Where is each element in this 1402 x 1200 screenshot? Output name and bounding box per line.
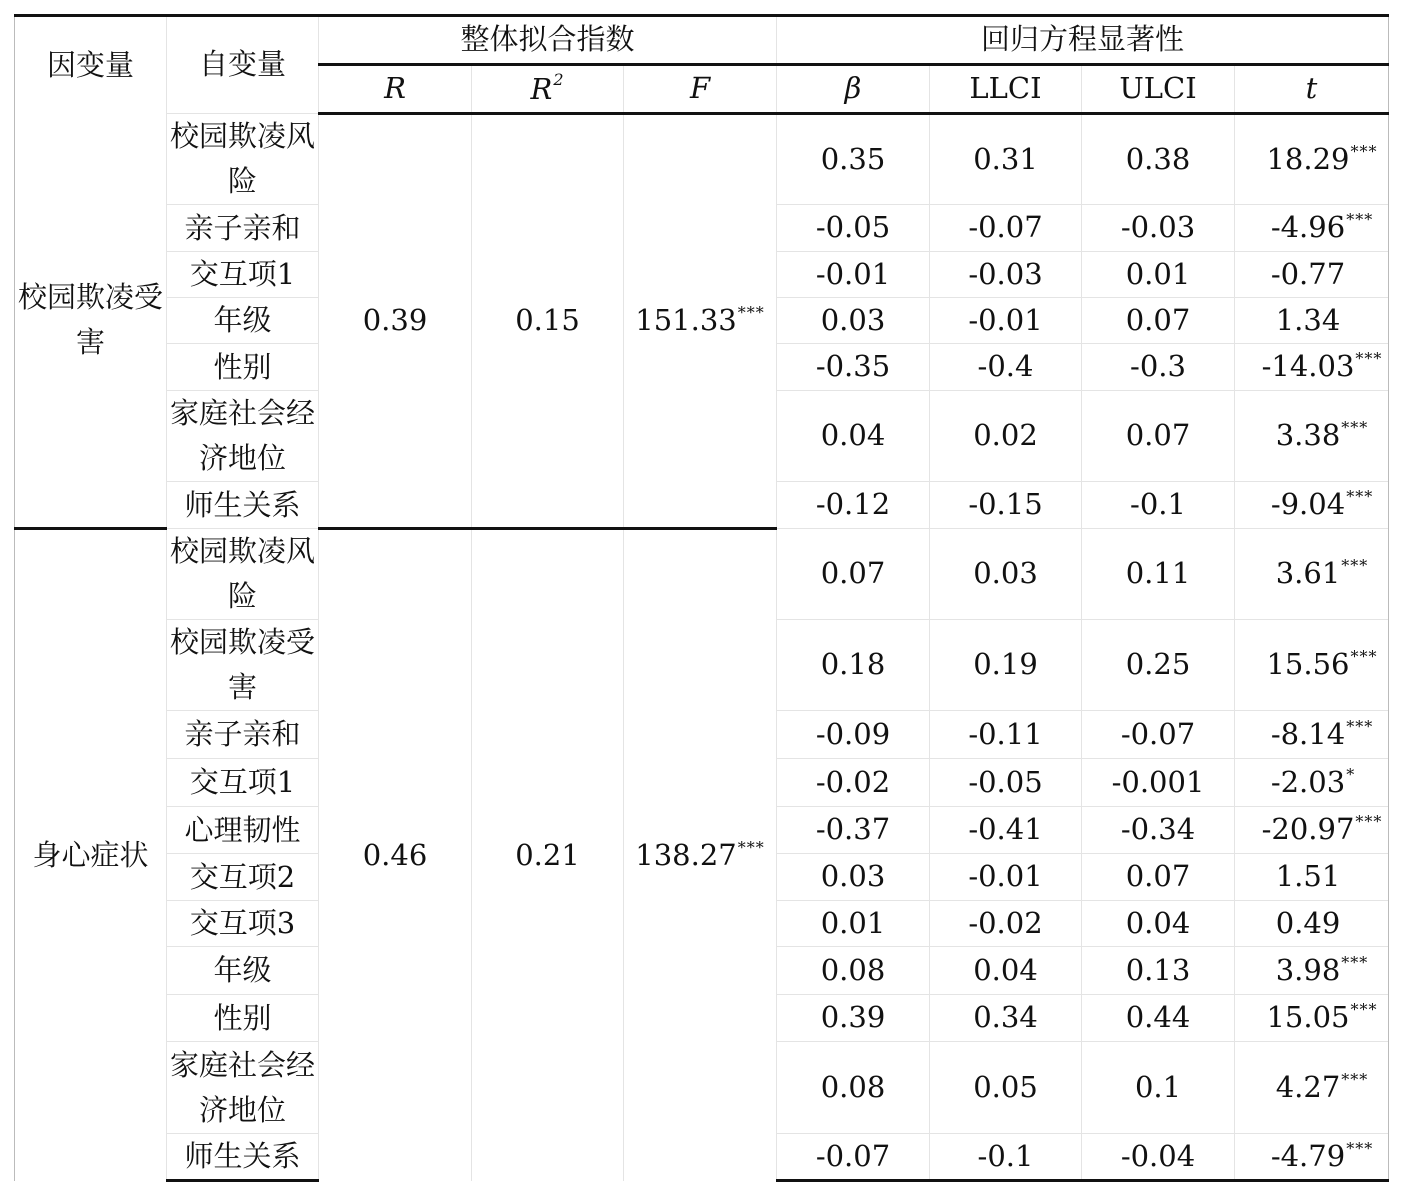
t-significance: ***	[1350, 647, 1378, 667]
llci-value: -0.07	[930, 205, 1082, 252]
t-significance: ***	[1346, 716, 1374, 736]
t-cell	[1235, 995, 1389, 1042]
ulci-value: 0.25	[1082, 620, 1235, 711]
independent-variable: 交互项1	[167, 252, 319, 298]
llci-value: -0.41	[930, 807, 1082, 854]
model-f-significance: ***	[737, 837, 765, 857]
t-significance: ***	[1346, 487, 1374, 507]
ulci-value: -0.001	[1082, 759, 1235, 807]
ulci-value: -0.1	[1082, 482, 1235, 529]
ulci-value: 0.07	[1082, 391, 1235, 482]
t-value: 18.29	[1266, 141, 1350, 176]
independent-variable: 交互项3	[167, 901, 319, 947]
t-cell	[1235, 252, 1389, 298]
llci-value: -0.1	[930, 1134, 1082, 1181]
header-beta: β	[777, 65, 930, 114]
t-cell	[1235, 1134, 1389, 1181]
beta-value: -0.07	[777, 1134, 930, 1181]
t-significance: ***	[1350, 141, 1378, 161]
beta-value: 0.04	[777, 391, 930, 482]
beta-value: -0.12	[777, 482, 930, 529]
t-significance: ***	[1355, 349, 1383, 369]
t-cell	[1235, 391, 1389, 482]
header-t: t	[1235, 65, 1389, 114]
t-significance: ***	[1350, 1000, 1378, 1020]
t-value: 4.27	[1275, 1069, 1341, 1104]
beta-value: 0.18	[777, 620, 930, 711]
ulci-value: -0.34	[1082, 807, 1235, 854]
model-f-significance: ***	[737, 303, 765, 323]
t-value: 1.51	[1275, 859, 1341, 894]
model-r: 0.39	[319, 114, 472, 529]
t-cell	[1235, 711, 1389, 759]
header-llci: LLCI	[930, 65, 1082, 114]
t-cell	[1235, 205, 1389, 252]
t-value: 1.34	[1275, 302, 1341, 337]
t-value: 3.61	[1275, 556, 1341, 591]
independent-variable: 师生关系	[167, 1134, 319, 1181]
ulci-value: 0.07	[1082, 298, 1235, 344]
llci-value: -0.03	[930, 252, 1082, 298]
ulci-value: -0.3	[1082, 344, 1235, 391]
t-cell	[1235, 482, 1389, 529]
independent-variable: 年级	[167, 947, 319, 995]
header-dependent: 因变量	[15, 16, 167, 114]
model-r: 0.46	[319, 529, 472, 1181]
t-value: 15.56	[1266, 647, 1350, 682]
model-f	[624, 114, 777, 529]
t-value: 3.38	[1275, 418, 1341, 453]
beta-value: -0.05	[777, 205, 930, 252]
t-value: -14.03	[1261, 349, 1355, 384]
ulci-value: 0.01	[1082, 252, 1235, 298]
t-significance: ***	[1341, 952, 1369, 972]
llci-value: 0.05	[930, 1042, 1082, 1134]
llci-value: -0.01	[930, 854, 1082, 901]
llci-value: 0.31	[930, 114, 1082, 205]
table-row	[15, 114, 1389, 205]
independent-variable: 亲子亲和	[167, 711, 319, 759]
beta-value: 0.03	[777, 854, 930, 901]
dependent-variable: 校园欺凌受害	[15, 114, 167, 529]
llci-value: -0.02	[930, 901, 1082, 947]
llci-value: -0.11	[930, 711, 1082, 759]
independent-variable: 亲子亲和	[167, 205, 319, 252]
independent-variable: 性别	[167, 995, 319, 1042]
t-significance: ***	[1346, 210, 1374, 230]
beta-value: 0.01	[777, 901, 930, 947]
t-value: -4.96	[1270, 210, 1346, 245]
table-body	[15, 114, 1389, 1181]
model-f-value: 151.33	[635, 303, 737, 338]
independent-variable: 心理韧性	[167, 807, 319, 854]
t-value: -9.04	[1270, 487, 1346, 522]
independent-variable: 交互项1	[167, 759, 319, 807]
llci-value: -0.01	[930, 298, 1082, 344]
independent-variable: 校园欺凌受害	[167, 620, 319, 711]
t-significance: ***	[1341, 1069, 1369, 1089]
llci-value: -0.4	[930, 344, 1082, 391]
model-f-value: 138.27	[635, 837, 737, 872]
t-cell	[1235, 947, 1389, 995]
llci-value: -0.15	[930, 482, 1082, 529]
header-f: F	[624, 65, 777, 114]
beta-value: 0.39	[777, 995, 930, 1042]
t-value: -0.77	[1270, 256, 1346, 291]
t-significance: ***	[1341, 418, 1369, 438]
ulci-value: 0.1	[1082, 1042, 1235, 1134]
t-cell	[1235, 114, 1389, 205]
t-significance: ***	[1355, 812, 1383, 832]
t-value: -8.14	[1270, 716, 1346, 751]
t-value: 3.98	[1275, 952, 1341, 987]
ulci-value: -0.07	[1082, 711, 1235, 759]
t-cell	[1235, 807, 1389, 854]
independent-variable: 交互项2	[167, 854, 319, 901]
ulci-value: 0.44	[1082, 995, 1235, 1042]
t-cell	[1235, 854, 1389, 901]
beta-value: 0.07	[777, 529, 930, 620]
t-cell	[1235, 759, 1389, 807]
beta-value: 0.35	[777, 114, 930, 205]
independent-variable: 家庭社会经济地位	[167, 1042, 319, 1134]
independent-variable: 校园欺凌风险	[167, 529, 319, 620]
t-cell	[1235, 344, 1389, 391]
beta-value: 0.08	[777, 947, 930, 995]
ulci-value: 0.13	[1082, 947, 1235, 995]
independent-variable: 性别	[167, 344, 319, 391]
llci-value: 0.03	[930, 529, 1082, 620]
dependent-variable: 身心症状	[15, 529, 167, 1181]
beta-value: -0.09	[777, 711, 930, 759]
t-cell	[1235, 298, 1389, 344]
header-ulci: ULCI	[1082, 65, 1235, 114]
t-value: 0.49	[1275, 905, 1341, 940]
ulci-value: 0.11	[1082, 529, 1235, 620]
t-cell	[1235, 1042, 1389, 1134]
independent-variable: 家庭社会经济地位	[167, 391, 319, 482]
llci-value: 0.19	[930, 620, 1082, 711]
ulci-value: 0.04	[1082, 901, 1235, 947]
header-fit-group: 整体拟合指数	[319, 16, 777, 65]
independent-variable: 年级	[167, 298, 319, 344]
t-significance: ***	[1341, 556, 1369, 576]
ulci-value: -0.04	[1082, 1134, 1235, 1181]
beta-value: -0.02	[777, 759, 930, 807]
t-value: -2.03	[1270, 764, 1346, 799]
ulci-value: 0.38	[1082, 114, 1235, 205]
t-significance: *	[1346, 764, 1356, 784]
beta-value: -0.37	[777, 807, 930, 854]
t-cell	[1235, 620, 1389, 711]
llci-value: 0.02	[930, 391, 1082, 482]
header-sig-group: 回归方程显著性	[777, 16, 1389, 65]
table-row	[15, 529, 1389, 620]
t-value: -4.79	[1270, 1138, 1346, 1173]
independent-variable: 师生关系	[167, 482, 319, 529]
t-cell	[1235, 901, 1389, 947]
t-value: 15.05	[1266, 1000, 1350, 1035]
model-r-squared: 0.21	[472, 529, 624, 1181]
ulci-value: 0.07	[1082, 854, 1235, 901]
t-significance: ***	[1346, 1138, 1374, 1158]
t-cell	[1235, 529, 1389, 620]
header-r: R	[319, 65, 472, 114]
independent-variable: 校园欺凌风险	[167, 114, 319, 205]
model-r-squared: 0.15	[472, 114, 624, 529]
beta-value: -0.01	[777, 252, 930, 298]
header-independent: 自变量	[167, 16, 319, 114]
t-value: -20.97	[1261, 812, 1355, 847]
header-r-squared: $R^2$	[472, 65, 624, 114]
beta-value: 0.08	[777, 1042, 930, 1134]
llci-value: 0.04	[930, 947, 1082, 995]
ulci-value: -0.03	[1082, 205, 1235, 252]
model-f	[624, 529, 777, 1181]
llci-value: 0.34	[930, 995, 1082, 1042]
llci-value: -0.05	[930, 759, 1082, 807]
beta-value: 0.03	[777, 298, 930, 344]
regression-table	[14, 14, 1389, 1182]
beta-value: -0.35	[777, 344, 930, 391]
